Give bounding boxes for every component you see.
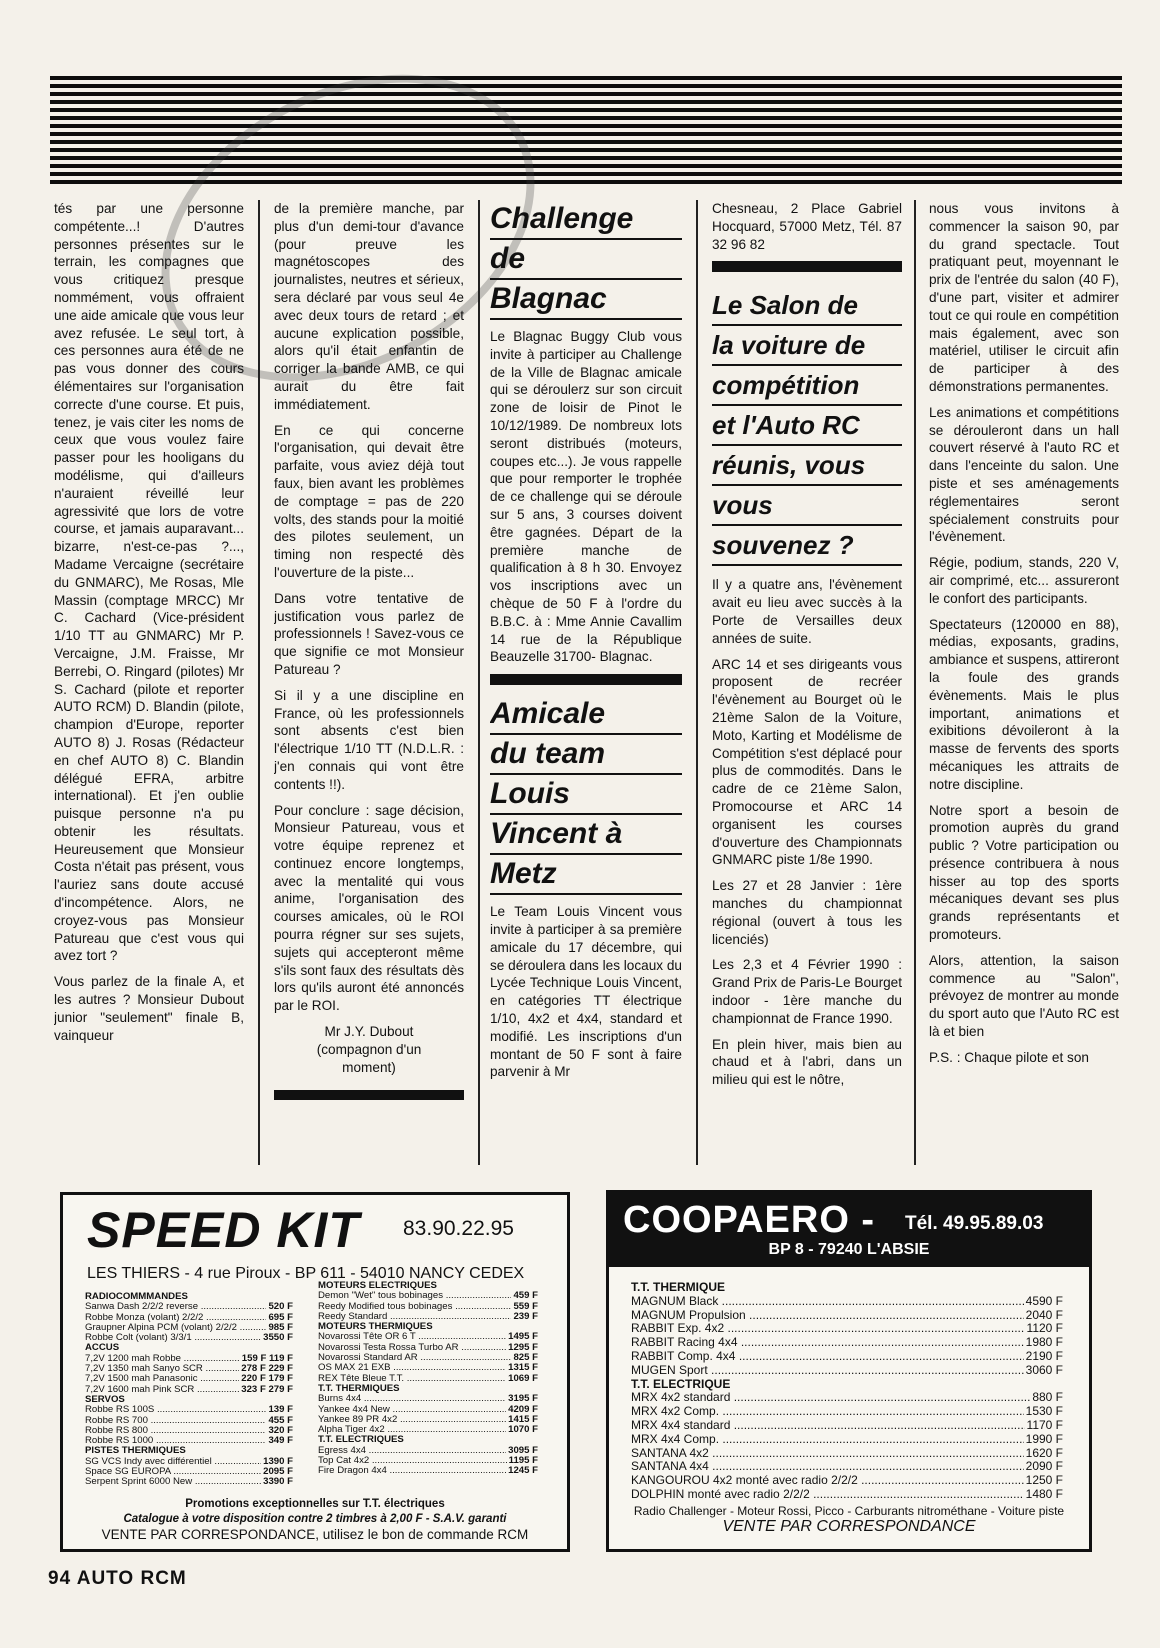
price-list-heading: ACCUS	[85, 1342, 120, 1354]
product-name: 7,2V 1600 mah Pink SCR .....	[85, 1385, 239, 1395]
signature-line: (compagnon d'un	[316, 1041, 422, 1057]
product-price: 4209 F	[508, 1403, 538, 1415]
headline-line: Challenge	[490, 200, 682, 240]
product-name: Burns 4x4 .....	[318, 1394, 506, 1404]
paragraph: Spectateurs (120000 en 88), médias, exposants, gradins, ambiance et suspens, attireront la foule des grands évènements. Mais le plus important, animations et exibitions dévoileront à la masse de fervents des sports mécaniques les attraits de notre discipline.	[929, 616, 1119, 792]
product-price: 2095 F	[263, 1466, 293, 1478]
product-price: 1250 F	[1025, 1473, 1063, 1488]
paragraph: Si il y a une discipline en France, où les professionnels sont absents c'est bien l'électrique 1/10 TT (N.D.L.R. : j'en connais qui vont être contents !!).	[274, 687, 464, 792]
headline-line: de	[490, 240, 682, 280]
product-name: Fire Dragon 4x4 .....	[318, 1466, 506, 1476]
paragraph: P.S. : Chaque pilote et son	[929, 1049, 1089, 1065]
column-divider	[258, 200, 260, 1165]
price-row	[631, 1295, 1063, 1309]
price-row	[318, 1291, 538, 1301]
column-divider	[478, 200, 480, 1165]
product-name: SANTANA 4x2 .....	[631, 1447, 1024, 1461]
catalogue-text: Catalogue à votre disposition contre 2 timbres à 2,00 F - S.A.V. garanti	[123, 1513, 507, 1525]
product-price: 985 F	[268, 1321, 293, 1333]
product-name: RABBIT Racing 4x4 .....	[631, 1336, 1024, 1350]
magazine-name: AUTO RCM	[76, 1568, 187, 1589]
product-name: 7,2V 1500 mah Panasonic .....	[85, 1374, 239, 1384]
headline-line: Le Salon de	[712, 286, 902, 326]
product-price: 3550 F	[263, 1332, 293, 1344]
product-name: MRX 4x4 Comp. .....	[631, 1433, 1024, 1447]
product-name: Yankee 89 PR 4x2 .....	[318, 1415, 506, 1425]
speedkit-title: SPEED KIT	[87, 1202, 360, 1258]
paragraph: Notre sport a besoin de promotion auprès du grand public ? Votre participation ou présence contribuera à nous hisser au top des sports mécaniques devant ses plus grands représentants et promoteurs.	[929, 802, 1119, 943]
product-price: 1120 F	[1026, 1321, 1063, 1336]
salon-headline	[712, 286, 902, 566]
price-list-heading: PISTES THERMIQUES	[85, 1445, 186, 1457]
product-price: 3095 F	[508, 1444, 538, 1456]
price-row	[631, 1419, 1063, 1433]
product-name: SG VCS Indy avec différentiel .....	[85, 1457, 261, 1467]
price-row	[85, 1405, 293, 1415]
signature-line: moment)	[342, 1059, 396, 1075]
coopaero-footer	[609, 1503, 1089, 1535]
product-price: 1990 F	[1025, 1431, 1063, 1446]
product-price: 1620 F	[1025, 1445, 1063, 1460]
paragraph: Pour conclure : sage décision, Monsieur Patureau, vous et votre équipe reprenez et continuez encore longtemps, avec la mentalité qui vous anime, l'organisation des courses amicales, où le ROI pourra régner sur ses sujets, sujets qui accepteront même s'ils sont faux des résultats dès lors qu'ils auront été annoncés par le ROI.	[274, 802, 464, 1014]
coopaero-phone: Tél. 49.95.89.03	[905, 1213, 1044, 1234]
product-price: 349 F	[268, 1435, 293, 1447]
product-name: REX Tête Bleue T.T. .....	[318, 1374, 506, 1384]
product-name: MAGNUM Propulsion .....	[631, 1309, 1024, 1323]
price-row	[85, 1477, 293, 1487]
paragraph: ARC 14 et ses dirigeants vous proposent de recréer l'évènement au Bourget où le 21ème Salon de la Voiture, Moto, Karting et Modélisme de Compétition s'est déplacé pour plus de commodités. Dans le cadre de ce 21ème Salon, Promocourse et ARC 14 organisent les courses d'ouverture des Championnats GNMARC piste 1/8e 1990.	[712, 656, 902, 868]
price-row	[631, 1488, 1063, 1502]
paragraph: Les 27 et 28 Janvier : 1ère manches du championnat régional (ouvert à tous les licenciés)	[712, 878, 902, 947]
price-list-heading: T.T. ELECTRIQUES	[318, 1434, 404, 1446]
price-list-heading: RADIOCOMMMANDES	[85, 1291, 188, 1302]
headline-line: Vincent à	[490, 815, 682, 855]
product-name: Reedy Standard .....	[318, 1312, 511, 1322]
column-3	[490, 200, 682, 1160]
product-price: 139 F	[268, 1404, 293, 1416]
product-name: DOLPHIN monté avec radio 2/2/2 .....	[631, 1488, 1024, 1502]
price-row	[318, 1415, 538, 1425]
price-row	[318, 1302, 538, 1312]
paragraph: Il y a quatre ans, l'évènement avait eu lieu avec succès à la Porte de Versailles deux années de suite.	[712, 577, 902, 646]
headline-line: Blagnac	[490, 280, 682, 320]
section-bar	[712, 261, 902, 272]
price-row	[631, 1391, 1063, 1405]
page-footer	[48, 1568, 187, 1590]
product-name: MRX 4x2 Comp. .....	[631, 1405, 1024, 1419]
paragraph: Les 2,3 et 4 Février 1990 : Grand Prix de Paris-Le Bourget indoor - 1ère manche du championnat de France 1990.	[712, 957, 902, 1026]
coopaero-ad	[606, 1190, 1092, 1552]
speedkit-footer	[63, 1497, 567, 1542]
headline-line: vous	[712, 486, 902, 526]
signature-name: Mr J.Y. Dubout	[324, 1024, 414, 1040]
product-price: 1315 F	[508, 1362, 538, 1374]
product-price: 1070 F	[508, 1424, 538, 1436]
product-price: 455 F	[268, 1414, 293, 1426]
price-list-heading: T.T. ELECTRIQUE	[631, 1376, 731, 1391]
product-price: 2090 F	[1025, 1459, 1063, 1474]
product-price: 3195 F	[508, 1393, 538, 1405]
product-name: Robbe Colt (volant) 3/3/1 .....	[85, 1333, 261, 1343]
paragraph: de la première manche, par plus d'un demi-tour d'avance (pour preuve les magnétoscopes des journalistes, neutres et sérieux, sera déclaré par vous seul 4e avec deux tours de retard ; et aucune explication possible, alors qu'il était enfantin de corriger la bande AMB, ce qui aurait du être fait immédiatement.	[274, 201, 464, 412]
headline-line: Amicale	[490, 695, 682, 735]
product-price: 1480 F	[1025, 1486, 1063, 1501]
price-row	[318, 1405, 538, 1415]
paragraph: Le Blagnac Buggy Club vous invite à participer au Challenge de la Ville de Blagnac amicale qui se déroulerz sur son circuit zone de loisir de Pinot le 10/12/1989. De nombreux lots seront distribués (moteurs, coupes etc...). Je vous rappelle que pour remporter le trophée de ce challenge qui se déroule sur 5 ans, 3 courses doivent être gagnées. Départ de la première manche de qualification à 8 h 30. Envoyez vos inscriptions avec un chèque de 50 F à l'ordre du B.B.C. à : Mme Annie Cavallim 14 rue de la République Beauzelle 31700- Blagnac.	[490, 329, 682, 665]
price-list-heading: MOTEURS ELECTRIQUES	[318, 1280, 437, 1291]
product-price: 1195 F	[508, 1455, 538, 1467]
product-name: Alpha Tiger 4x2 .....	[318, 1425, 506, 1435]
page-number: 94	[48, 1568, 72, 1589]
product-name: Demon "Wet" tous bobinages .....	[318, 1291, 511, 1301]
product-price: 159 F 119 F	[241, 1352, 293, 1364]
product-name: Space SG EUROPA .....	[85, 1467, 261, 1477]
product-price: 1390 F	[263, 1455, 293, 1467]
product-name: Robbe Monza (volant) 2/2/2 .....	[85, 1313, 266, 1323]
headline-line: et l'Auto RC	[712, 406, 902, 446]
product-name: Novarossi Testa Rossa Turbo AR .....	[318, 1343, 506, 1353]
paragraph: Les animations et compétitions se dérouleront dans un hall couvert réservé à l'auto RC et dans l'enceinte du salon. Une piste et ses aménagements réglementaires seront spécialement construits pour l'évènement.	[929, 404, 1119, 545]
product-price: 695 F	[268, 1311, 293, 1323]
column-divider	[914, 200, 916, 1165]
paragraph: Le Team Louis Vincent vous invite à participer à sa première amicale du 17 décembre, qui se déroulera dans les locaux du Lycée Technique Louis Vincent, en catégories TT électrique 1/10, 4x2 et 4x4, standard et modifié. Les inscriptions d'un montant de 50 F sont à faire parvenir à Mr	[490, 904, 682, 1080]
price-row	[631, 1322, 1063, 1336]
headline-line: réunis, vous	[712, 446, 902, 486]
coopaero-vente: VENTE PAR CORRESPONDANCE	[722, 1518, 976, 1535]
product-name: Robbe RS 800 .....	[85, 1426, 266, 1436]
product-price: 1415 F	[508, 1413, 538, 1425]
speedkit-price-list-left	[85, 1292, 293, 1488]
product-name: MRX 4x2 standard .....	[631, 1391, 1030, 1405]
product-name: MAGNUM Black .....	[631, 1295, 1024, 1309]
price-row	[85, 1426, 293, 1436]
product-name: Graupner Alpina PCM (volant) 2/2/2 .....	[85, 1323, 266, 1333]
price-row	[318, 1332, 538, 1342]
product-price: 825 F	[513, 1352, 538, 1364]
product-name: 7,2V 1200 mah Robbe .....	[85, 1354, 240, 1364]
signature	[274, 1023, 464, 1076]
product-name: Robbe RS 100S .....	[85, 1405, 266, 1415]
price-row	[631, 1474, 1063, 1488]
price-row	[85, 1313, 293, 1323]
product-price: 1495 F	[508, 1331, 538, 1343]
product-price: 1980 F	[1025, 1335, 1063, 1350]
product-price: 239 F	[513, 1310, 538, 1322]
price-row	[631, 1336, 1063, 1350]
paragraph: En ce qui concerne l'organisation, qui devait être parfaite, vous aviez déjà tout faux, bien avant les problèmes de comptage = pas de 220 volts, des stands pour la moitié des pilotes seulement, un timing non respecté dès l'ouverture de la piste...	[274, 422, 464, 580]
vente-text: VENTE PAR CORRESPONDANCE, utilisez le bon de commande RCM	[101, 1527, 529, 1542]
product-price: 1295 F	[508, 1341, 538, 1353]
coopaero-name: COOPAERO -	[623, 1199, 876, 1241]
product-name: Novarossi Tête OR 6 T .....	[318, 1332, 506, 1342]
end-rule	[274, 1090, 464, 1100]
product-price: 559 F	[513, 1300, 538, 1312]
product-name: Robbe RS 1000 .....	[85, 1436, 266, 1446]
product-name: RABBIT Comp. 4x4 .....	[631, 1350, 1024, 1364]
paragraph: Dans votre tentative de justification vous parlez de professionnels ! Savez-vous ce que signifie ce mot Monsieur Patureau ?	[274, 590, 464, 677]
product-price: 278 F 229 F	[241, 1363, 293, 1375]
price-row	[318, 1466, 538, 1476]
product-name: Novarossi Standard AR .....	[318, 1353, 511, 1363]
price-row	[85, 1323, 293, 1333]
product-price: 1170 F	[1026, 1417, 1063, 1432]
price-row	[85, 1416, 293, 1426]
price-row	[85, 1302, 293, 1312]
price-row	[631, 1364, 1063, 1378]
price-row	[631, 1433, 1063, 1447]
product-name: KANGOUROU 4x2 monté avec radio 2/2/2 .....	[631, 1474, 1024, 1488]
product-price: 1530 F	[1025, 1404, 1063, 1419]
paragraph: nous vous invitons à commencer la saison 90, par du grand spectacle. Tout pratiquant peut, moyennant le prix de l'entrée du salon (40 F), d'une part, visiter et admirer tout ce qui roule en compétition mais également, avec son matériel, utiliser le circuit afin de participer à des démonstrations permanentes.	[929, 201, 1119, 394]
price-row	[318, 1446, 538, 1456]
price-row	[631, 1447, 1063, 1461]
coopaero-footer-text: Radio Challenger - Moteur Rossi, Picco - Carburants nitrométhane - Voiture piste	[633, 1504, 1065, 1518]
product-price: 459 F	[513, 1290, 538, 1302]
product-name: MRX 4x4 standard .....	[631, 1419, 1025, 1433]
product-name: Top Cat 4x2 .....	[318, 1456, 507, 1466]
coopaero-header	[609, 1193, 1089, 1267]
product-price: 1069 F	[508, 1372, 538, 1384]
header-stripes	[50, 76, 1122, 188]
product-price: 4590 F	[1025, 1293, 1063, 1308]
coopaero-address: BP 8 - 79240 L'ABSIE	[768, 1241, 930, 1258]
product-price: 1245 F	[508, 1465, 538, 1477]
product-name: Serpent Sprint 6000 New .....	[85, 1477, 261, 1487]
challenge-headline	[490, 200, 682, 320]
price-row	[318, 1363, 538, 1373]
product-name: Reedy Modified tous bobinages .....	[318, 1302, 511, 1312]
product-name: SANTANA 4x4 .....	[631, 1460, 1024, 1474]
price-row	[85, 1457, 293, 1467]
product-price: 323 F 279 F	[241, 1383, 293, 1395]
product-name: Robbe RS 700 .....	[85, 1416, 266, 1426]
price-row	[85, 1467, 293, 1477]
price-list-heading: MOTEURS THERMIQUES	[318, 1321, 433, 1333]
headline-line: du team	[490, 735, 682, 775]
product-price: 2190 F	[1025, 1348, 1063, 1363]
coopaero-price-list	[631, 1281, 1063, 1502]
paragraph: tés par une personne compétente...! D'autres personnes présentes sur le terrain, les compagnes que vous critiquez presque nommément, vous offraient une aide amicale que vous leur avez refusée. Le seul tort, à ces personnes aura été de ne pas vous donner des cours élémentaires sur l'organisation correcte d'une course. Et puis, tenez, je vais citer les noms de ceux que vous voulez faire passer pour les hooligans du modélisme, qui d'ailleurs n'auraient réveillé leur agressivité que lors de votre course, et jamais auparavant... bizarre, n'est-ce-pas ?..., Madame Vercaigne (secrétaire du GNMARC), Me Rosas, Mle Massin (comptage MRCC) Mr C. Cachard (Vice-président 1/10 TT au GNMARC) Mr P. Vercaigne, J.M. Fraisse, Mr Berrebi, O. Ringard (pilotes) Mr S. Cachard (pilote et reporter AUTO RCM) D. Blandin (pilote, champion d'Europe, reporter AUTO 8) J. Rosas (Rédacteur en chef AUTO 8) C. Blandin délégué EFRA, arbitre international). Et j'en oublie puisque personne n'a pu obtenir les résultats. Heureusement que Monsieur Costa n'était pas présent, vous l'auriez sans doute accusé d'incompétence. Alors, ne croyez-vous pas Monsieur Patureau que c'est vous qui avez tort ?	[54, 201, 244, 964]
product-name: Egress 4x4 .....	[318, 1446, 506, 1456]
amicale-headline	[490, 695, 682, 895]
promo-text: Promotions exceptionnelles sur T.T. électriques	[185, 1498, 445, 1510]
speedkit-price-list-right	[318, 1281, 538, 1477]
price-row	[318, 1456, 538, 1466]
column-4	[712, 200, 902, 1160]
product-price: 880 F	[1032, 1390, 1063, 1405]
product-price: 3060 F	[1025, 1362, 1063, 1377]
column-divider	[696, 200, 698, 1165]
headline-line: Metz	[490, 855, 682, 895]
price-list-heading: SERVOS	[85, 1393, 125, 1405]
headline-line: la voiture de	[712, 326, 902, 366]
price-row	[318, 1343, 538, 1353]
price-row	[631, 1350, 1063, 1364]
product-price: 2040 F	[1025, 1307, 1063, 1322]
column-1	[54, 200, 244, 1160]
price-row	[631, 1309, 1063, 1323]
paragraph: Vous parlez de la finale A, et les autres ? Monsieur Dubout junior "seulement" finale B, vainqueur	[54, 974, 244, 1043]
product-price: 3390 F	[263, 1476, 293, 1488]
speedkit-ad	[60, 1192, 570, 1552]
speedkit-phone: 83.90.22.95	[403, 1217, 514, 1240]
headline-line: souvenez ?	[712, 526, 902, 566]
product-price: 520 F	[268, 1301, 293, 1313]
product-name: OS MAX 21 EXB .....	[318, 1363, 506, 1373]
product-name: Sanwa Dash 2/2/2 reverse .....	[85, 1302, 266, 1312]
product-name: RABBIT Exp. 4x2 .....	[631, 1322, 1025, 1336]
product-name: 7,2V 1350 mah Sanyo SCR .....	[85, 1364, 239, 1374]
speedkit-address: LES THIERS - 4 rue Piroux - BP 611 - 54010 NANCY CEDEX	[87, 1265, 525, 1282]
price-list-heading: T.T. THERMIQUES	[318, 1382, 400, 1394]
product-price: 220 F 179 F	[241, 1373, 293, 1385]
column-5	[929, 200, 1119, 1160]
section-bar	[490, 674, 682, 685]
price-list-heading: T.T. THERMIQUE	[631, 1280, 726, 1294]
paragraph: Régie, podium, stands, 220 V, air comprimé, etc... assureront le confort des participants.	[929, 555, 1119, 606]
paragraph: Alors, attention, la saison commence au "Salon", prévoyez de montrer au monde du sport auto que l'Auto RC est là et bien	[929, 952, 1119, 1040]
price-row	[631, 1405, 1063, 1419]
product-name: Yankee 4x4 New .....	[318, 1405, 506, 1415]
paragraph: Chesneau, 2 Place Gabriel Hocquard, 57000 Metz, Tél. 87 32 96 82	[712, 201, 902, 252]
product-price: 320 F	[268, 1424, 293, 1436]
paragraph: En plein hiver, mais bien au chaud et à l'abri, dans un milieu qui est le nôtre,	[712, 1036, 902, 1088]
headline-line: compétition	[712, 366, 902, 406]
price-row	[318, 1353, 538, 1363]
product-name: MUGEN Sport .....	[631, 1364, 1024, 1378]
headline-line: Louis	[490, 775, 682, 815]
price-row	[318, 1394, 538, 1404]
column-2	[274, 200, 464, 1160]
price-row	[631, 1460, 1063, 1474]
